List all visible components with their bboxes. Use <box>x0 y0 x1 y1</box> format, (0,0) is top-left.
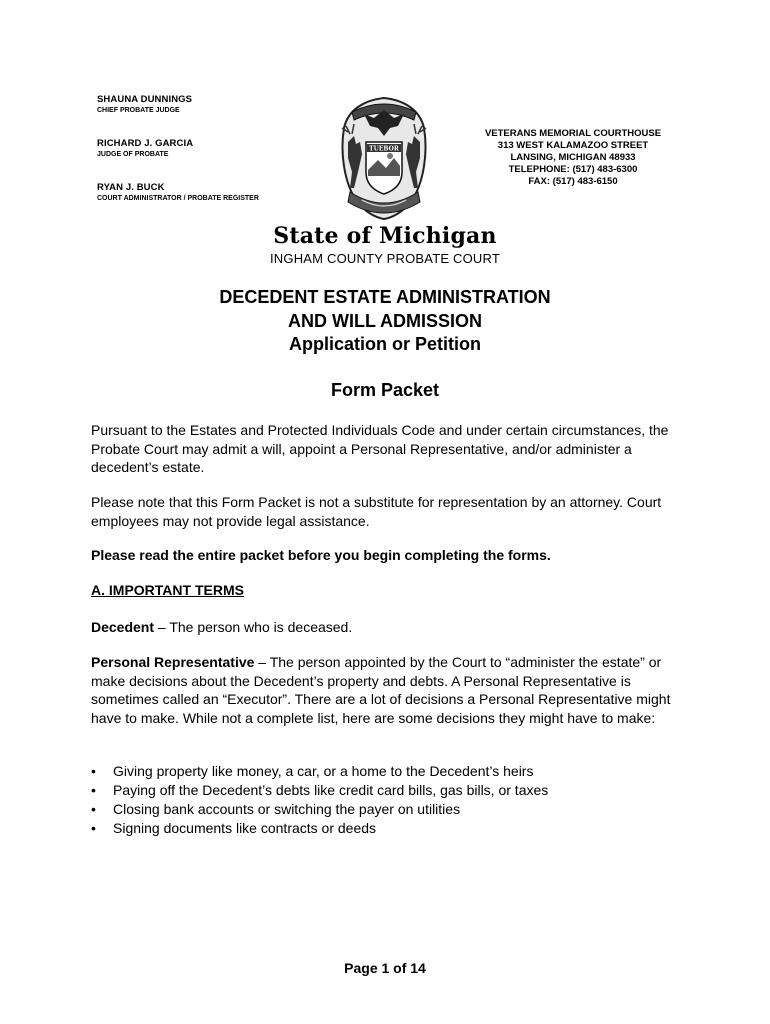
official-name: RYAN J. BUCK <box>97 182 165 193</box>
address-line: 313 WEST KALAMAZOO STREET <box>497 140 649 151</box>
term-definition: – The person who is deceased. <box>154 619 353 635</box>
official-administrator <box>97 182 259 202</box>
term-personal-representative <box>91 653 681 727</box>
courthouse-address <box>470 128 676 188</box>
decisions-list <box>91 762 681 838</box>
state-title: State of Michigan <box>273 223 497 249</box>
official-title: CHIEF PROBATE JUDGE <box>97 107 180 114</box>
fax-line: FAX: (517) 483-6150 <box>528 176 618 187</box>
intro-paragraph: Pursuant to the Estates and Protected Individuals Code and under certain circumstances, the Probate Court may admit a will, appoint a Personal Representative, and/or administer a decedent’s estate. <box>91 422 669 475</box>
read-instruction: Please read the entire packet before you begin completing the forms. <box>91 547 551 563</box>
official-title: COURT ADMINISTRATOR / PROBATE REGISTER <box>97 195 259 202</box>
document-title <box>0 286 770 357</box>
term-label: Decedent <box>91 619 155 635</box>
official-name: SHAUNA DUNNINGS <box>97 94 193 105</box>
address-line: LANSING, MICHIGAN 48933 <box>510 152 636 163</box>
address-line: VETERANS MEMORIAL COURTHOUSE <box>484 128 662 139</box>
title-subline: Application or Petition <box>289 334 481 354</box>
title-line: AND WILL ADMISSION <box>288 310 482 331</box>
michigan-state-seal-icon <box>334 92 434 222</box>
list-item: • Giving property like money, a car, or a home to the Decedent’s heirs <box>91 762 681 781</box>
court-name: INGHAM COUNTY PROBATE COURT <box>269 251 501 266</box>
official-judge <box>97 138 193 158</box>
telephone-line: TELEPHONE: (517) 483-6300 <box>508 164 638 175</box>
term-definition: – The person appointed by the Court to “administer the estate” or make decisions about the Decedent’s property and debts. A Personal Representative is sometimes called an “Executor”. There are a lot of decisions a Personal Representative might have to make. While not a complete list, here are some decisions they might have to make: <box>91 654 671 726</box>
packet-title: Form Packet <box>330 380 440 400</box>
note-paragraph: Please note that this Form Packet is not a substitute for representation by an attorney. Court employees may not provide legal assistance. <box>91 494 662 529</box>
page-number: Page 1 of 14 <box>344 960 426 976</box>
title-line: DECEDENT ESTATE ADMINISTRATION <box>219 287 551 307</box>
term-label: Personal Representative <box>91 654 255 670</box>
term-decedent <box>91 618 681 637</box>
section-heading: A. IMPORTANT TERMS <box>91 582 244 598</box>
list-item: • Signing documents like contracts or deeds <box>91 819 681 838</box>
list-item: • Paying off the Decedent’s debts like credit card bills, gas bills, or taxes <box>91 781 681 800</box>
list-item: • Closing bank accounts or switching the payer on utilities <box>91 800 681 819</box>
official-chief-judge <box>97 94 192 114</box>
official-name: RICHARD J. GARCIA <box>97 138 194 149</box>
svg-text:TUEBOR: TUEBOR <box>369 145 399 153</box>
official-title: JUDGE OF PROBATE <box>97 151 169 158</box>
